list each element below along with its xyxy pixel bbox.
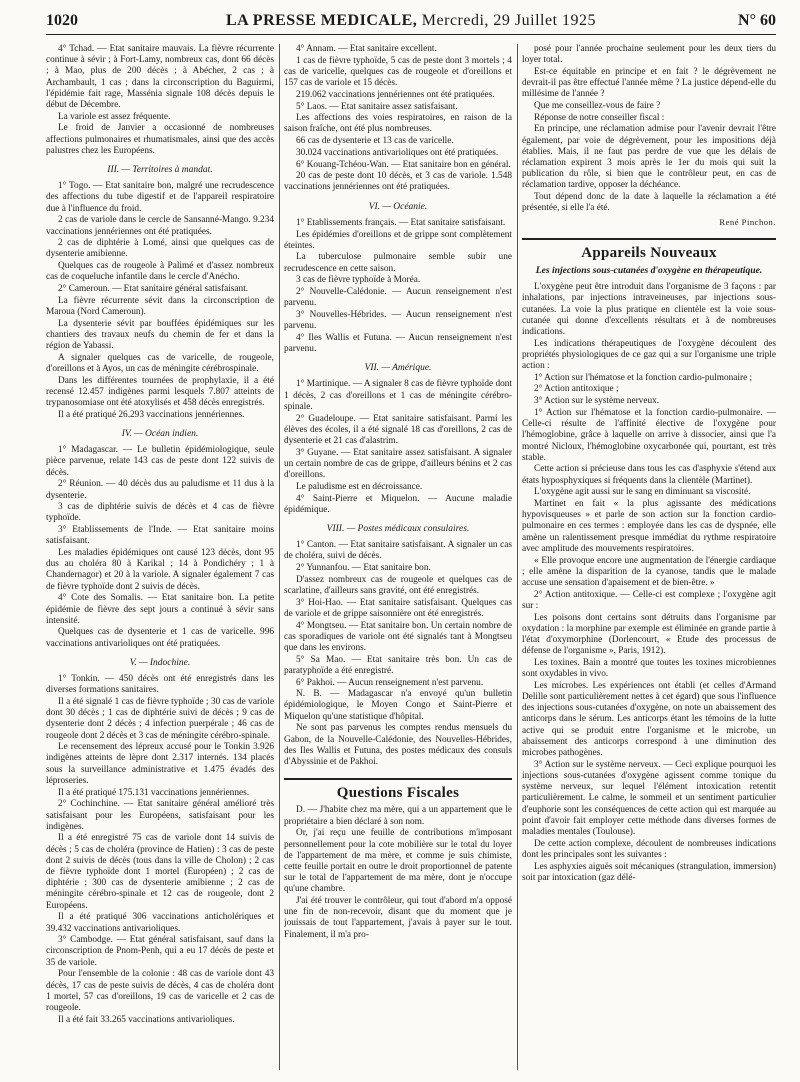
paragraph: Dans les différentes tournées de prophylaxie, il a été recensé 12.457 indigènes parmi lesquels 7.807 atteints de trypanosomiase ont été atoxylisés et 458 décès enregistrés. <box>46 375 274 409</box>
paragraph: Que me conseillez-vous de faire ? <box>534 101 661 112</box>
paragraph: 4° Iles Wallis et Futuna. — Aucun renseignement n'est parvenu. <box>284 332 512 355</box>
paragraph: 4° Cote des Somalis. — Etat sanitaire bon. La petite épidémie de fièvre des sept jours a continué à sévir sans intensité. <box>46 593 274 626</box>
paragraph: 3° Etablissements de l'Inde. — Etat sanitaire moins satisfaisant. <box>46 525 274 547</box>
author-signature: René Pinchon. <box>719 216 776 227</box>
paragraph: 3° Guyane. — Etat sanitaire assez satisfaisant. A signaler un certain nombre de cas de grippe, d'ailleurs bénins et 2 cas d'oreillons. <box>284 447 512 481</box>
section-heading: VII. — Amérique. <box>364 363 432 374</box>
paragraph: La variole est assez fréquente. <box>58 111 171 122</box>
paragraph: 66 cas de dysenterie et 13 cas de varicelle. <box>296 136 454 147</box>
section-body <box>46 674 274 1026</box>
paragraph: « Elle provoque encore une augmentation de l'énergie cardiaque ; elle amène la disparition de la cyanose, tandis que le malade accuse une sensation d'apaisement et de bien-être. » <box>522 555 776 588</box>
paragraph: 1° Action sur l'hématose et la fonction cardio-pulmonaire ; <box>534 372 753 383</box>
section-heading: VIII. — Postes médicaux consulaires. <box>326 523 470 534</box>
paragraph: Les affections des voies respiratoires, en raison de la saison fraîche, ont été plus nombreuses. <box>284 113 512 135</box>
section-heading: III. — Territoires à mandat. <box>107 165 213 176</box>
paragraph: Pour l'ensemble de la colonie : 48 cas de variole dont 43 décès, 17 cas de peste suivis de décès, 4 cas de choléra dont 1 mortel, 57 cas d'oreillons, 19 cas de varicelle et 2 cas de rougeole. <box>46 969 274 1013</box>
paragraph: 2 cas de variole dans le cercle de Sansanné-Mango. 9.234 vaccinations jennériennes ont été pratiquées. <box>46 215 274 237</box>
paragraph: 4° Tchad. — Etat sanitaire mauvais. La fièvre récurrente continue à sévir ; à Fort-Lamy, nombreux cas, dont 66 décès ; à Mao, plus de 200 décès ; à Abécher, 2 cas ; à Archambault, 1 cas ; dans la circonscription du Baguirmi, l'épidémie fait rage, Massénia signale 108 décès depuis le début de Décembre. <box>46 44 274 111</box>
paragraph: 2° Yunnanfou. — Etat sanitaire bon. <box>296 563 431 574</box>
paragraph: Il a été signalé 1 cas de fièvre typhoïde ; 30 cas de variole dont 30 décès ; 1 cas de diphtérie suivi de décès ; 9 cas de dysenterie dont 2 décès ; 4 infection puerpérale ; 46 cas de rougeole dont 2 décès et 3 cas de méningite cérébro-spinale. <box>46 696 274 741</box>
column-divider <box>279 44 280 1070</box>
paragraph: 3 cas de fièvre typhoïde à Moréa. <box>296 275 421 286</box>
paragraph: Quelques cas de rougeole à Palimé et d'assez nombreux cas de coqueluche infantile dans le cercle d'Anécho. <box>46 261 274 283</box>
paragraph: Il a été fait 33.265 vaccinations antivarioliques. <box>58 1014 235 1025</box>
paragraph: 219.062 vaccinations jennériennes ont été pratiquées. <box>296 89 495 100</box>
paragraph: J'ai été trouver le contrôleur, qui tout d'abord m'a opposé une fin de non-recevoir, disant que du moment que je jouissais de tout l'appartement, j'avais à payer sur le tout. Finalement, il m'a pro- <box>284 896 512 940</box>
section-title-appareils-nouveaux: Appareils Nouveaux <box>581 244 717 261</box>
header-rule <box>46 34 776 35</box>
paragraph: Les toxines. Bain a montré que toutes les toxines microbiennes sont oxydables in vivo. <box>522 657 776 680</box>
paragraph: 4° Mongtseu. — Etat sanitaire bon. Un certain nombre de cas sporadiques de variole ont été signalés tant à Mongtseu que dans les environs. <box>284 620 512 653</box>
paragraph: 6° Pakhoi. — Aucun renseignement n'est parvenu. <box>296 677 484 688</box>
paragraph: Les maladies épidémiques ont causé 123 décès, dont 95 dus au choléra 80 à Karikal ; 14 à Pondichéry ; 1 à Chandernagor) et 20 à la variole. A signaler également 7 cas de fièvre typhoïde dont 2 suivis de décès. <box>46 548 274 592</box>
paragraph: Il a été pratiqué 26.293 vaccinations jennériennes. <box>58 409 245 420</box>
section-body <box>46 445 274 650</box>
paragraph: 3° Hoi-Hao. — Etat sanitaire satisfaisant. Quelques cas de variole et de grippe saisonnière ont été enregistrés. <box>284 597 512 619</box>
section-body <box>522 44 776 215</box>
paragraph: 1 cas de fièvre typhoïde, 5 cas de peste dont 3 mortels ; 4 cas de varicelle, quelques cas de rougeole et d'oreillons et 157 cas de variole et 15 décès. <box>284 55 512 89</box>
paragraph: 2° Guadeloupe. — Etat sanitaire satisfaisant. Parmi les élèves des écoles, il a été signalé 18 cas d'oreillons, 2 cas de dysenterie et 21 cas d'alastrim. <box>284 413 512 446</box>
section-title-questions-fiscales: Questions Fiscales <box>336 785 460 802</box>
issue-date: Mercredi, 29 Juillet 1925 <box>421 12 597 29</box>
issue-number: N° 60 <box>738 12 776 29</box>
paragraph: D. — J'habite chez ma mère, qui a un appartement que le propriétaire a bien déclaré à son nom. <box>284 805 512 827</box>
paragraph: Est-ce équitable en principe et en fait ? le dégrèvement ne devrait-il pas être effectué l'année même ? La justice dépend-elle du millésime de l'année ? <box>522 66 776 100</box>
section-body <box>284 218 512 355</box>
paragraph: A signaler quelques cas de varicelle, de rougeole, d'oreillons et à Ayos, un cas de méningite cérébrospinale. <box>46 352 274 374</box>
paragraph: D'assez nombreux cas de rougeole et quelques cas de scarlatine, d'ailleurs sans gravité, ont été enregistrés. <box>284 574 512 596</box>
section-heading: V. — Indochine. <box>129 657 191 668</box>
paragraph: Quelques cas de dysenterie et 1 cas de varicelle. 996 vaccinations antivarioliques ont été pratiquées. <box>46 627 274 649</box>
paragraph: 1° Action sur l'hématose et la fonction cardio-pulmonaire. — Celle-ci résulte de l'affinité élective de l'oxygène pour l'hémoglobine, grâce à laquelle on arrive à dissocier, ainsi que l'a montré Nicloux, l'hémoglobine oxycarbonée qui, pourtant, est très stable. <box>522 407 776 463</box>
paragraph: Le recensement des lépreux accusé pour le Tonkin 3.926 indigènes atteints de lèpre dont 2.317 internés. 134 placés sous la surveillance administrative et 1.475 évadés des léproseries. <box>46 742 274 786</box>
paragraph: La dysenterie sévit par bouffées épidémiques sur les chantiers des travaux neufs du chemin de fer et dans la région de Yabassi. <box>46 318 274 352</box>
paragraph: Tout dépend donc de la date à laquelle la réclamation a été présentée, si elle l'a été. <box>522 192 776 214</box>
paragraph: 1° Madagascar. — Le bulletin épidémiologique, seule pièce parvenue, relate 143 cas de peste dont 122 suivis de décès. <box>46 445 274 478</box>
paragraph: 5° Sa Mao. — Etat sanitaire très bon. Un cas de paratyphoïde a été enregistré. <box>284 654 512 676</box>
paragraph: 5° Laos. — Etat sanitaire assez satisfaisant. <box>296 101 458 112</box>
paragraph: 1° Etablissements français. — Etat sanitaire satisfaisant. <box>296 217 506 228</box>
section-body <box>284 540 512 768</box>
paragraph: 1° Tonkin. — 450 décès ont été enregistrés dans les diverses formations sanitaires. <box>46 674 274 696</box>
paragraph: 2° Cochinchine. — Etat sanitaire général amélioré très satisfaisant pour les Européens, satisfaisant pour les indigènes. <box>46 799 274 832</box>
column-1 <box>46 44 274 1074</box>
paragraph: posé pour l'année prochaine seulement pour les deux tiers du loyer total. <box>522 44 776 66</box>
paragraph: 1° Martinique. — A signaler 8 cas de fièvre typhoïde dont 1 décès, 2 cas d'oreillons et 1 cas de méningite cérébro-spinale. <box>284 379 512 412</box>
column-3 <box>522 44 776 1074</box>
paragraph: Il a été pratiqué 175.131 vaccinations jennériennes. <box>58 787 250 798</box>
column-divider <box>517 44 518 1070</box>
paragraph: Les épidémies d'oreillons et de grippe sont complètement éteintes. <box>284 229 512 251</box>
section-body <box>284 44 512 194</box>
paragraph: Il a été enregistré 75 cas de variole dont 14 suivis de décès ; 5 cas de choléra (province de Hatien) : 3 cas de peste dont 2 suivis de décès (tous dans la ville de Cholon) ; 2 cas de fièvre typhoïde dont 1 mortel (Européen) ; 2 cas de diphtérie ; 300 cas de dysenterie amibienne ; 2 cas de méningite cérébro-spinale et 12 cas de rougeole, dont 2 Européens. <box>46 833 274 911</box>
paragraph: 30.024 vaccinations antivarioliques ont été pratiquées. <box>296 147 499 158</box>
paragraph: Les asphyxies aiguës soit mécaniques (strangulation, immersion) soit par intoxication (gaz délé- <box>522 861 776 883</box>
paragraph: La fièvre récurrente sévit dans la circonscription de Maroua (Nord Cameroun). <box>46 295 274 317</box>
paragraph: Le paludisme est en décroissance. <box>296 481 423 492</box>
paragraph: L'oxygène peut être introduit dans l'organisme de 3 façons : par inhalations, par injections intraveineuses, par injections sous-cutanées. La voie la plus pratique en clientèle est la voie sous-cutanée qui donne d'excellents résultats et à de nombreuses indications. <box>522 282 776 337</box>
page-header <box>46 8 776 36</box>
paragraph: Ne sont pas parvenus les comptes rendus mensuels du Gabon, de la Nouvelle-Calédonie, des Nouvelles-Hébrides, des Iles Wallis et Futuna, des postes médicaux des consuls d'Abyssinie et de Pakhoi. <box>284 723 512 767</box>
paragraph: Réponse de notre conseiller fiscal : <box>534 112 665 123</box>
paragraph: 4° Annam. — Etat sanitaire excellent. <box>296 44 437 54</box>
paragraph: 20 cas de peste dont 10 décès, et 3 cas de variole. 1.548 vaccinations jennériennes ont été pratiquées. <box>284 171 512 193</box>
section-body <box>284 805 512 940</box>
paragraph: N. B. — Madagascar n'a envoyé qu'un bulletin épidémiologique, le Moyen Congo et Saint-Pierre et Miquelon qu'une statistique d'hôpital. <box>284 689 512 722</box>
column-2 <box>284 44 512 1074</box>
paragraph: 2 cas de diphtérie à Lomé, ainsi que quelques cas de dysenterie amibienne. <box>46 238 274 260</box>
journal-title <box>46 8 776 34</box>
paragraph: 1° Togo. — Etat sanitaire bon, malgré une recrudescence des affections du tube digestif et de l'appareil respiratoire due à l'influence du froid. <box>46 181 274 214</box>
paragraph: La tuberculose pulmonaire semble subir une recrudescence en cette saison. <box>284 252 512 274</box>
section-body <box>522 282 776 884</box>
paragraph: Il a été pratiqué 306 vaccinations anticholériques et 39.432 vaccinations antivarioliques. <box>46 912 274 934</box>
section-rule <box>284 778 512 780</box>
journal-name: LA PRESSE MEDICALE, <box>225 12 418 29</box>
section-heading: IV. — Océan indien. <box>121 429 199 439</box>
paragraph: 4° Saint-Pierre et Miquelon. — Aucune maladie épidémique. <box>284 493 512 515</box>
paragraph: 2° Réunion. — 40 décès dus au paludisme et 11 dus à la dysenterie. <box>46 479 274 501</box>
section-body <box>284 379 512 515</box>
paragraph: 3° Action sur le système nerveux. — Ceci explique pourquoi les injections sous-cutanées d'oxygène agissent comme tonique du système nerveux, sur lequel l'élément intoxication retentit particulièrement. Le calme, le sommeil et un sentiment particulier d'euphorie sont les conséquences de cette action qui est marquée au point d'avoir fait employer cette méthode dans diverses formes de maladies mentales (Toulouse). <box>522 759 776 837</box>
paragraph: De cette action complexe, découlent de nombreuses indications dont les principales sont les suivantes : <box>522 838 776 860</box>
paragraph: 2° Action antitoxique. — Celle-ci est complexe ; l'oxygène agit sur : <box>522 589 776 611</box>
paragraph: Les microbes. Les expériences ont établi (et celles d'Armand Delille sont particulièrement nettes à cet égard) que sous l'influence des injections sous-cutanées d'oxygène, on note un abaissement des anticorps dans le sérum. Les anticorps étant les témoins de la lutte active qui se produit entre l'organisme et le microbe, un abaissement des anticorps correspond à une diminution des microbes pathogènes. <box>522 680 776 758</box>
section-heading: VI. — Océanie. <box>368 201 428 212</box>
paragraph: 6° Kouang-Tchéou-Wan. — Etat sanitaire bon en général. <box>296 159 511 170</box>
paragraph: Or, j'ai reçu une feuille de contributions m'imposant personnellement pour la cote mobilière sur le total du loyer de l'appartement de ma mère, et comme je suis chimiste, cette feuille portait en outre le droit proportionnel de patente sur le total de l'appartement de ma mère, dont je n'occupe qu'une chambre. <box>284 828 512 895</box>
paragraph: 2° Nouvelle-Calédonie. — Aucun renseignement n'est parvenu. <box>284 287 512 309</box>
paragraph: 3° Cambodge. — Etat général satisfaisant, sauf dans la circonscription de Pnom-Penh, qui a eu 17 décès de peste et 35 de variole. <box>46 935 274 968</box>
paragraph: L'oxygène agit aussi sur le sang en diminuant sa viscosité. <box>534 487 751 498</box>
paragraph: En principe, une réclamation admise pour l'avenir devrait l'être également, par voie de dégrèvement, pour les impositions déjà établies. Mais, il ne faut pas perdre de vue que les délais de réclamation expirent 3 mois après le 1er du mois qui suit la publication du rôle, si bien que le contrôleur peut, en cas de réclamation tardive, opposer la déchéance. <box>522 124 776 191</box>
page-number: 1020 <box>46 12 78 29</box>
paragraph: Les indications thérapeutiques de l'oxygène découlent des propriétés physiologiques de ce gaz qui a sur l'organisme une triple action : <box>522 338 776 372</box>
paragraph: Cette action si précieuse dans tous les cas d'asphyxie s'étend aux états hyposphyxiques si fréquents dans la clientèle (Martinet). <box>522 464 776 486</box>
article-subtitle: Les injections sous-cutanées d'oxygène en thérapeutique. <box>535 264 763 276</box>
paragraph: 3° Nouvelles-Hébrides. — Aucun renseignement n'est parvenu. <box>284 309 512 332</box>
section-body <box>46 181 274 421</box>
paragraph: 3° Action sur le système nerveux. <box>534 396 660 407</box>
paragraph: Les poisons dont certains sont détruits dans l'organisme par oxydation : la morphine par exemple est éliminée en grande partie à l'état d'oxymorphine (Dorlencourt, « Etude des processus de défense de l'organisme », Paris, 1912). <box>522 612 776 657</box>
paragraph: 2° Action antitoxique ; <box>534 384 619 395</box>
paragraph: 1° Canton. — Etat sanitaire satisfaisant. A signaler un cas de choléra, suivi de décès. <box>284 540 512 562</box>
paragraph: 2° Cameroun. — Etat sanitaire général satisfaisant. <box>58 284 249 295</box>
section-rule <box>522 238 776 240</box>
paragraph: Le froid de Janvier a occasionné de nombreuses affections pulmonaires et rhumatismales, ainsi que des accès palustres chez les Européens. <box>46 123 274 156</box>
paragraph: Martinet en fait « la plus agissante des médications hypovisqueuses » et parle de son action sur la fonction cardio-pulmonaire en ces termes : employée dans les cas de dyspnée, elle amène un ralentissement presque immédiat du rythme respiratoire avec amplitude des mouvements respiratoires. <box>522 499 776 554</box>
paragraph: 3 cas de diphtérie suivis de décès et 4 cas de fièvre typhoïde. <box>46 502 274 524</box>
